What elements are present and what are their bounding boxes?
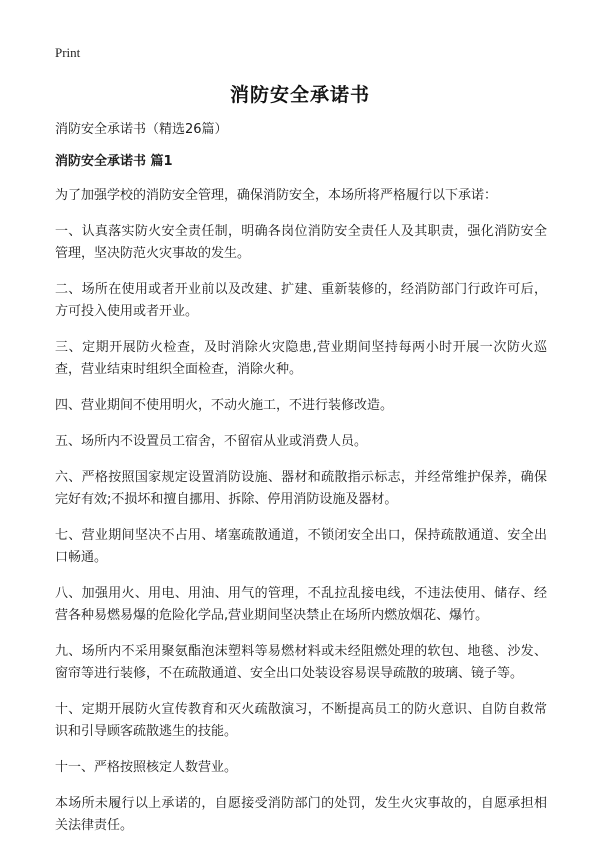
paragraph-item-6: 六、严格按照国家规定设置消防设施、器材和疏散指示标志，并经常维护保养，确保完好有效;不损坏和擅自挪用、拆除、停用消防设施及器材。 bbox=[55, 470, 547, 507]
paragraph-item-9: 九、场所内不采用聚氨酯泡沫塑料等易燃材料或未经阻燃处理的软包、地毯、沙发、窗帘等进行装修，不在疏散通道、安全出口处装设容易误导疏散的玻璃、镜子等。 bbox=[55, 644, 547, 681]
document-subtitle: 消防安全承诺书（精选26篇） bbox=[55, 122, 228, 137]
paragraph-item-5: 五、场所内不设置员工宿舍，不留宿从业或消费人员。 bbox=[55, 434, 368, 449]
paragraph-item-10: 十、定期开展防火宣传教育和灭火疏散演习，不断提高员工的防火意识、自防自救常识和引导顾客疏散逃生的技能。 bbox=[55, 702, 547, 739]
paragraph-intro: 为了加强学校的消防安全管理，确保消防安全，本场所将严格履行以下承诺： bbox=[55, 188, 498, 203]
paragraph-item-7: 七、营业期间坚决不占用、堵塞疏散通道，不锁闭安全出口，保持疏散通道、安全出口畅通。 bbox=[55, 528, 547, 565]
document-title: 消防安全承诺书 bbox=[229, 84, 370, 106]
print-link[interactable]: Print bbox=[55, 45, 81, 60]
paragraph-item-3: 三、定期开展防火检查，及时消除火灾隐患,营业期间坚持每两小时开展一次防火巡查，营业结束时组织全面检查，消除火种。 bbox=[55, 340, 547, 377]
paragraph-item-8: 八、加强用火、用电、用油、用气的管理，不乱拉乱接电线，不违法使用、储存、经营各种易燃易爆的危险化学品,营业期间坚决禁止在场所内燃放烟花、爆竹。 bbox=[55, 586, 547, 623]
paragraph-item-11: 十一、严格按照核定人数营业。 bbox=[55, 760, 238, 775]
paragraph-item-4: 四、营业期间不使用明火，不动火施工，不进行装修改造。 bbox=[55, 398, 394, 413]
document-body bbox=[55, 120, 547, 851]
section-heading: 消防安全承诺书 篇1 bbox=[55, 154, 173, 169]
paragraph-item-1: 一、认真落实防火安全责任制，明确各岗位消防安全责任人及其职责，强化消防安全管理，坚决防范火灾事故的发生。 bbox=[55, 224, 547, 261]
paragraph-item-2: 二、场所在使用或者开业前以及改建、扩建、重新装修的，经消防部门行政许可后，方可投入使用或者开业。 bbox=[55, 282, 547, 319]
paragraph-closing: 本场所未履行以上承诺的，自愿接受消防部门的处罚，发生火灾事故的，自愿承担相关法律责任。 bbox=[55, 796, 547, 833]
